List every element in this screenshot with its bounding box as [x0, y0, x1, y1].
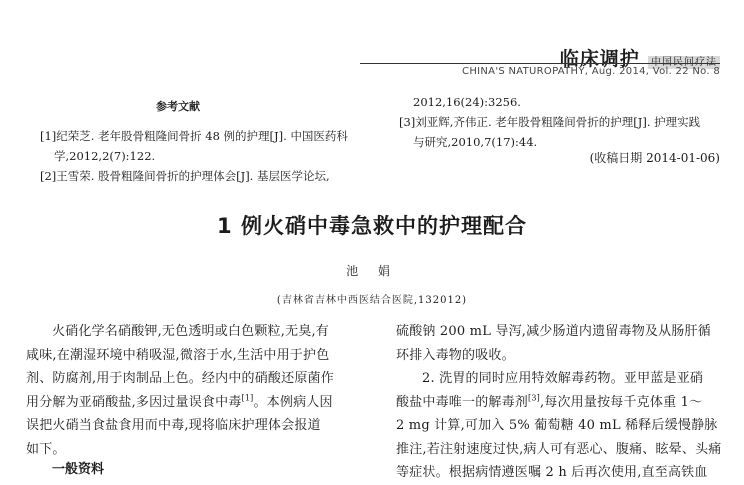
article-author: 池 娟 [346, 264, 398, 278]
reference-3-line-1: [3]刘亚辉,齐伟正. 老年股骨粗隆间骨折的护理[J]. 护理实践 [399, 115, 701, 129]
body-line: 误把火硝当食盐食用而中毒,现将临床护理体会报道 [26, 418, 321, 433]
body-left-column [26, 320, 376, 461]
reference-2-line-1: [2]王雪荣. 股骨粗隆间骨折的护理体会[J]. 基层医学论坛, [40, 169, 330, 183]
body-right-column [396, 320, 736, 485]
article-title: 1 例火硝中毒急救中的护理配合 [217, 214, 527, 238]
body-line [396, 391, 736, 415]
citation-superscript: [1] [241, 393, 254, 403]
journal-name-tag: 中国民间疗法 [648, 56, 720, 69]
body-line: 推注,若注射速度过快,病人可有恶心、腹痛、眩晕、头痛 [396, 441, 722, 457]
journal-citation: CHINA'S NATUROPATHY, Aug. 2014, Vol. 22 No. 8 [462, 66, 720, 77]
body-text: ,每次用量按每千克体重 1～ [539, 394, 703, 410]
reference-2-continuation: 2012,16(24):3256. [413, 95, 521, 109]
header-rule [360, 63, 720, 64]
body-line: 2. 洗胃的同时应用特效解毒药物。亚甲蓝是亚硝 [422, 371, 704, 386]
reference-1-line-1: [1]纪荣芝. 老年股骨粗隆间骨折 48 例的护理[J]. 中国医药科 [40, 129, 348, 143]
body-line [26, 391, 376, 415]
reference-1-line-2: 学,2012,2(7):122. [54, 149, 156, 163]
body-line: 火硝化学名硝酸钾,无色透明或白色颗粒,无臭,有 [52, 324, 329, 339]
author-affiliation: (吉林省吉林中西医结合医院,132012) [276, 295, 468, 306]
reference-3-line-2: 与研究,2010,7(17):44. [413, 135, 538, 149]
body-text: 用分解为亚硝酸盐,多因过量误食中毒 [26, 394, 242, 410]
references-heading: 参考文献 [156, 100, 200, 113]
citation-superscript: [3] [528, 393, 540, 403]
body-text: 。本例病人因 [253, 394, 333, 410]
body-line: 咸味,在潮湿环境中稍吸湿,微溶于水,生活中用于护色 [26, 347, 330, 363]
journal-section-title: 临床调护 [559, 48, 640, 70]
body-line: 硫酸钠 200 mL 导泻,减少肠道内遗留毒物及从肠肝循 [396, 324, 711, 339]
body-line: 如下。 [26, 441, 66, 457]
references-left [40, 126, 380, 186]
body-line: 等症状。根据病情遵医嘱 2 h 后再次使用,直至高铁血 [396, 465, 708, 480]
received-date: (收稿日期 2014-01-06) [589, 151, 720, 165]
body-line: 剂、防腐剂,用于肉制品上色。经内中的硝酸还原菌作 [26, 371, 334, 386]
references-right [399, 92, 729, 152]
body-text: 酸盐中毒唯一的解毒剂 [396, 394, 529, 410]
section-subheading: 一般资料 [52, 462, 105, 477]
body-line: 环排入毒物的吸收。 [396, 347, 515, 363]
body-line: 2 mg 计算,可加入 5% 葡萄糖 40 mL 稀释后缓慢静脉 [396, 418, 718, 433]
